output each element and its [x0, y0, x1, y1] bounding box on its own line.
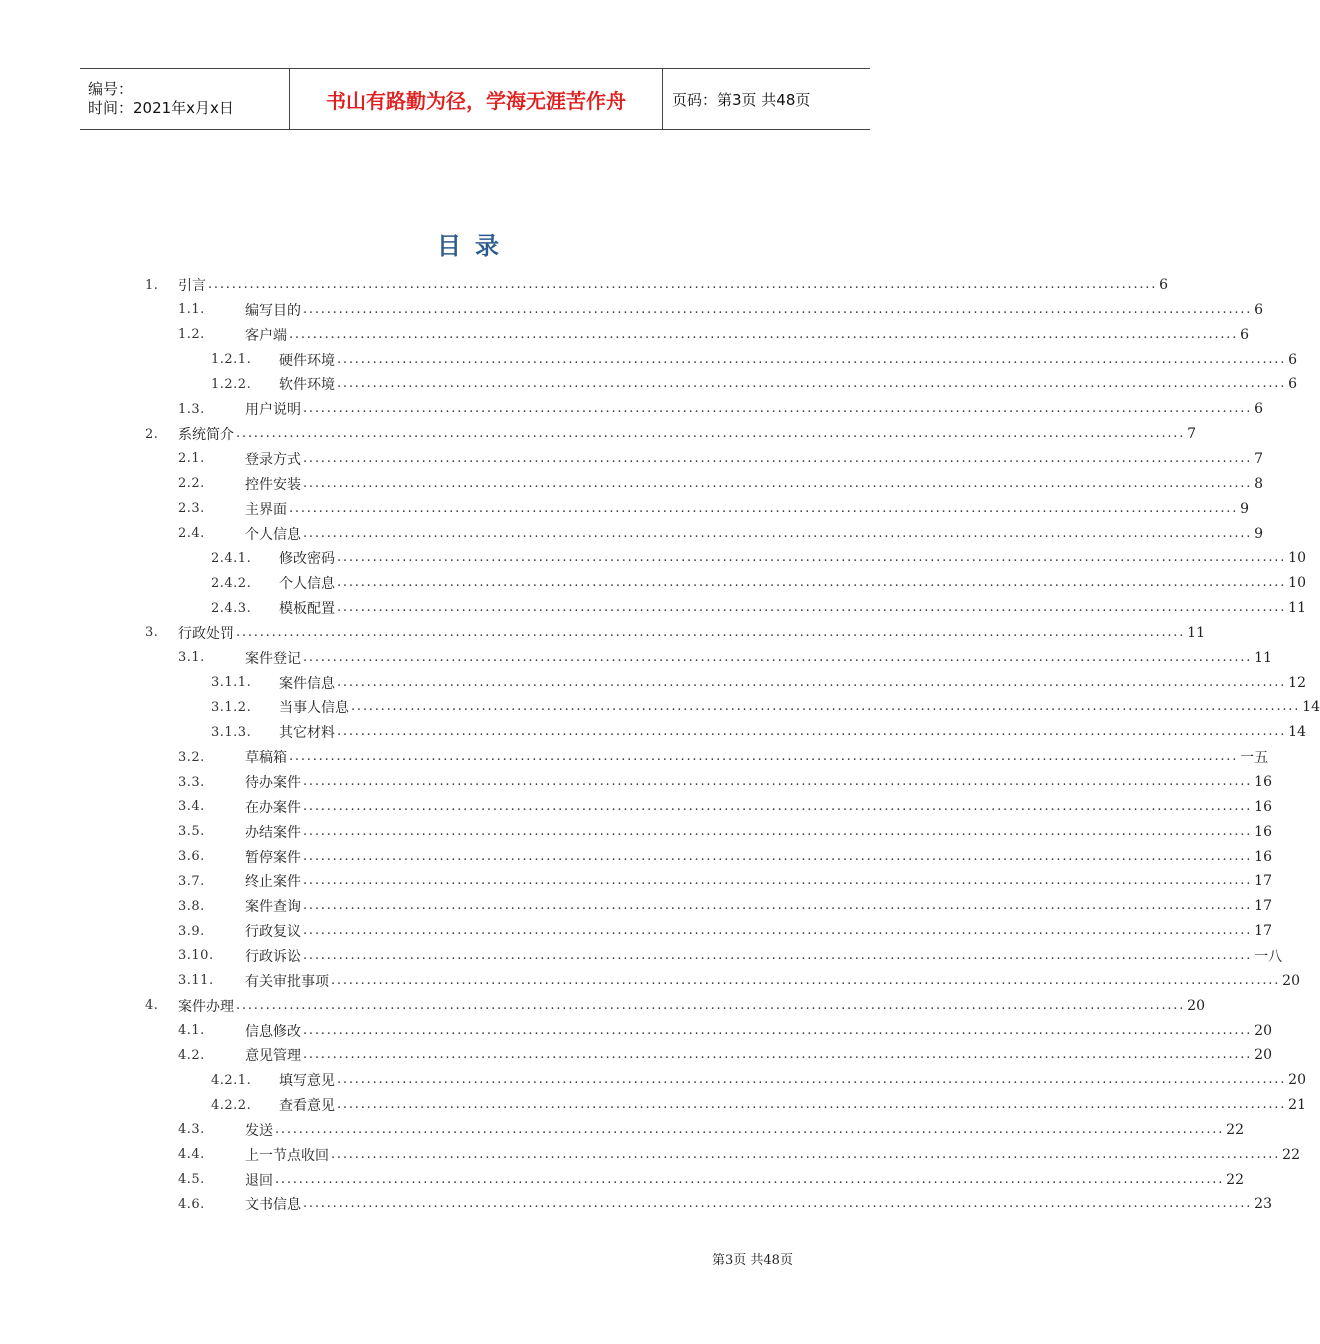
toc-dot-leader: ................................................................................................................................................................ — [303, 1047, 1253, 1063]
toc-entry-label: 引言 — [178, 278, 206, 294]
toc-entry-number: 1.3. — [178, 401, 205, 417]
toc-entry[interactable] — [211, 672, 1306, 694]
toc-dot-leader: ................................................................................................................................................................ — [337, 575, 1287, 591]
toc-entry-label: 主界面 — [245, 501, 287, 518]
toc-entry[interactable] — [178, 895, 1272, 917]
page-info-text: 页码：第3页 共48页 — [672, 90, 811, 109]
toc-entry-number: 3.5. — [178, 824, 205, 840]
toc-entry-page: 20 — [1288, 1072, 1306, 1089]
toc-entry[interactable] — [211, 721, 1306, 743]
toc-entry-label: 硬件环境 — [279, 352, 335, 369]
toc-entry[interactable] — [178, 1044, 1272, 1066]
toc-entry-page: 16 — [1254, 823, 1272, 840]
toc-entry-page: 16 — [1254, 774, 1272, 790]
toc-entry-page: 6 — [1254, 401, 1264, 418]
toc-entry-number: 2.3. — [178, 501, 205, 517]
toc-title: 目录 — [437, 232, 513, 260]
toc-dot-leader: ................................................................................................................................................................ — [337, 351, 1287, 367]
toc-dot-leader: ................................................................................................................................................................ — [303, 525, 1253, 541]
toc-entry-number: 3.1.1. — [211, 675, 252, 691]
toc-entry-label: 待办案件 — [245, 775, 301, 791]
toc-dot-leader: ................................................................................................................................................................ — [337, 1097, 1287, 1113]
toc-entry[interactable] — [178, 1193, 1272, 1215]
toc-entry-page: 11 — [1254, 649, 1272, 666]
toc-entry-label: 意见管理 — [245, 1048, 301, 1065]
toc-entry[interactable] — [178, 647, 1272, 669]
toc-entry[interactable] — [178, 920, 1272, 942]
toc-entry-page: 16 — [1254, 848, 1272, 865]
toc-entry[interactable] — [178, 324, 1250, 346]
toc-entry-page: 7 — [1254, 450, 1264, 467]
toc-entry[interactable] — [178, 821, 1272, 843]
toc-entry-page: 6 — [1288, 351, 1298, 368]
toc-entry-number: 2.4.2. — [211, 575, 252, 591]
toc-dot-leader: ................................................................................................................................................................ — [337, 550, 1287, 566]
toc-dot-leader: ................................................................................................................................................................ — [236, 997, 1186, 1013]
toc-entry-label: 行政诉讼 — [245, 948, 301, 965]
toc-entry[interactable] — [145, 622, 1205, 644]
toc-entry-page: 14 — [1288, 724, 1306, 741]
toc-entry-page: 20 — [1187, 997, 1205, 1014]
toc-dot-leader: ................................................................................................................................................................ — [303, 649, 1253, 665]
toc-entry-number: 4.2. — [178, 1047, 205, 1063]
toc-dot-leader: ................................................................................................................................................................ — [337, 1072, 1287, 1088]
toc-dot-leader: ................................................................................................................................................................ — [275, 1171, 1225, 1187]
toc-entry-label: 草稿箱 — [245, 750, 287, 767]
toc-entry-number: 1. — [145, 277, 159, 293]
toc-entry-number: 3.7. — [178, 873, 205, 889]
toc-entry-page: 23 — [1254, 1196, 1272, 1213]
toc-entry[interactable] — [178, 448, 1264, 470]
toc-entry-label: 系统简介 — [178, 427, 234, 444]
toc-entry[interactable] — [178, 970, 1300, 992]
serial-label: 编号： — [88, 80, 134, 98]
toc-entry-page: 20 — [1254, 1022, 1272, 1039]
toc-entry[interactable] — [211, 597, 1306, 619]
toc-dot-leader: ................................................................................................................................................................ — [303, 774, 1253, 789]
toc-entry-number: 4.6. — [178, 1196, 205, 1212]
toc-entry-label: 上一节点收回 — [245, 1147, 329, 1164]
toc-entry-page: 17 — [1254, 898, 1272, 915]
header-meta — [80, 69, 290, 129]
toc-entry-page: 17 — [1254, 873, 1272, 890]
toc-entry-page: 6 — [1254, 301, 1264, 318]
toc-dot-leader: ................................................................................................................................................................ — [303, 923, 1253, 939]
toc-dot-leader: ................................................................................................................................................................ — [303, 1022, 1253, 1038]
toc-entry[interactable] — [211, 349, 1298, 371]
toc-entry[interactable] — [145, 274, 1169, 296]
toc-dot-leader: ................................................................................................................................................................ — [303, 798, 1253, 814]
toc-entry-label: 个人信息 — [245, 526, 301, 543]
toc-dot-leader: ................................................................................................................................................................ — [303, 947, 1253, 963]
toc-entry-number: 1.2. — [178, 327, 205, 343]
toc-entry-label: 案件信息 — [279, 675, 335, 692]
toc-entry-page: 6 — [1159, 277, 1169, 293]
toc-dot-leader: ................................................................................................................................................................ — [337, 376, 1287, 392]
toc-entry-label: 发送 — [245, 1122, 273, 1139]
toc-entry-label: 暂停案件 — [245, 849, 301, 866]
toc-entry-label: 案件办理 — [178, 998, 234, 1015]
toc-entry-number: 2.4.3. — [211, 600, 252, 616]
toc-entry-number: 3.8. — [178, 898, 205, 914]
toc-dot-leader: ................................................................................................................................................................ — [303, 873, 1253, 889]
toc-dot-leader: ................................................................................................................................................................ — [303, 898, 1253, 914]
toc-entry[interactable] — [178, 473, 1264, 495]
toc-entry-page: 17 — [1254, 923, 1272, 940]
toc-entry-label: 个人信息 — [279, 576, 335, 593]
toc-entry[interactable] — [145, 423, 1197, 445]
toc-entry[interactable] — [178, 398, 1264, 420]
toc-dot-leader: ................................................................................................................................................................ — [303, 1196, 1253, 1212]
toc-entry-label: 终止案件 — [245, 874, 301, 891]
toc-dot-leader: ................................................................................................................................................................ — [331, 1146, 1281, 1162]
toc-entry-label: 有关审批事项 — [245, 973, 329, 990]
toc-entry[interactable] — [178, 796, 1272, 818]
toc-entry-number: 4. — [145, 998, 159, 1014]
toc-entry-page: 9 — [1240, 500, 1250, 517]
toc-entry-page: 9 — [1254, 525, 1264, 542]
toc-entry[interactable] — [145, 995, 1205, 1017]
toc-entry-number: 4.5. — [178, 1172, 205, 1188]
toc-entry-number: 3.1.2. — [211, 699, 252, 715]
toc-dot-leader: ................................................................................................................................................................ — [236, 624, 1186, 640]
toc-entry-number: 3. — [145, 625, 159, 641]
toc-entry-label: 退回 — [245, 1172, 273, 1189]
toc-entry-number: 3.1. — [178, 650, 205, 666]
toc-entry-number: 2. — [145, 426, 159, 442]
toc-entry-page: 14 — [1302, 699, 1320, 716]
toc-entry-page: 12 — [1288, 674, 1306, 691]
toc-entry[interactable] — [211, 572, 1306, 594]
toc-entry-number: 2.4.1. — [211, 550, 252, 566]
toc-entry-page: 20 — [1282, 972, 1300, 989]
toc-dot-leader: ................................................................................................................................................................ — [303, 848, 1253, 864]
toc-entry-number: 2.4. — [178, 526, 205, 541]
toc-entry-page: 22 — [1282, 1146, 1300, 1163]
toc-entry-label: 编写目的 — [245, 302, 301, 319]
toc-entry-label: 模板配置 — [279, 601, 335, 618]
toc-dot-leader: ................................................................................................................................................................ — [351, 699, 1301, 715]
toc-entry-page: 22 — [1226, 1121, 1244, 1138]
toc-entry-label: 修改密码 — [279, 551, 335, 568]
toc-entry-label: 当事人信息 — [279, 700, 349, 717]
toc-entry-number: 3.10. — [178, 948, 214, 964]
toc-dot-leader: ................................................................................................................................................................ — [289, 749, 1239, 765]
toc-dot-leader: ................................................................................................................................................................ — [303, 823, 1253, 839]
toc-entry-number: 1.1. — [178, 302, 205, 318]
toc-entry-page: 21 — [1288, 1097, 1306, 1114]
toc-dot-leader: ................................................................................................................................................................ — [303, 301, 1253, 317]
toc-entry-number: 4.2.2. — [211, 1097, 252, 1113]
toc-entry-label: 在办案件 — [245, 799, 301, 816]
toc-entry[interactable] — [178, 299, 1264, 321]
toc-entry-number: 3.3. — [178, 774, 205, 790]
toc-entry-page: 10 — [1288, 550, 1306, 567]
toc-entry-label: 客户端 — [245, 327, 287, 344]
toc-entry[interactable] — [178, 498, 1250, 520]
toc-entry-number: 3.6. — [178, 849, 205, 865]
toc-dot-leader: ................................................................................................................................................................ — [331, 972, 1281, 988]
toc-entry-label: 控件安装 — [245, 476, 301, 493]
header-motto — [290, 69, 663, 129]
toc-entry-label: 查看意见 — [279, 1098, 335, 1115]
motto-text: 书山有路勤为径，学海无涯苦作舟 — [326, 88, 626, 113]
toc-dot-leader: ................................................................................................................................................................ — [289, 326, 1239, 342]
toc-entry-number: 3.9. — [178, 923, 205, 939]
toc-entry-number: 1.2.2. — [211, 376, 252, 392]
toc-entry[interactable] — [178, 1144, 1300, 1166]
toc-entry[interactable] — [178, 1119, 1244, 1141]
toc-entry-label: 行政处罚 — [178, 625, 234, 642]
toc-dot-leader: ................................................................................................................................................................ — [208, 277, 1158, 292]
toc-entry-page: 一八 — [1254, 948, 1283, 965]
toc-dot-leader: ................................................................................................................................................................ — [337, 600, 1287, 616]
toc-entry-number: 3.1.3. — [211, 724, 252, 740]
toc-dot-leader: ................................................................................................................................................................ — [275, 1121, 1225, 1137]
toc-entry-page: 7 — [1187, 426, 1197, 443]
toc-entry-page: 一五 — [1240, 750, 1269, 767]
toc-entry[interactable] — [178, 523, 1264, 545]
toc-entry-number: 1.2.1. — [211, 352, 252, 368]
toc-entry-number: 2.1. — [178, 451, 205, 467]
toc-entry-label: 办结案件 — [245, 824, 301, 841]
toc-entry[interactable] — [178, 870, 1272, 892]
toc-entry-label: 行政复议 — [245, 924, 301, 941]
toc-entry-page: 6 — [1288, 376, 1298, 393]
toc-entry-number: 2.2. — [178, 476, 205, 492]
toc-entry[interactable] — [211, 1069, 1306, 1091]
toc-entry[interactable] — [211, 1094, 1306, 1116]
toc-entry-number: 4.4. — [178, 1147, 205, 1163]
header-page-info — [663, 69, 870, 129]
toc-entry[interactable] — [178, 846, 1272, 868]
toc-entry[interactable] — [178, 1020, 1272, 1042]
toc-entry-page: 20 — [1254, 1047, 1272, 1064]
date-label: 时间：2021年x月x日 — [88, 99, 234, 117]
toc-entry-label: 登录方式 — [245, 451, 301, 468]
toc-entry-label: 其它材料 — [279, 725, 335, 742]
toc-entry[interactable] — [178, 771, 1272, 793]
toc-entry-number: 3.2. — [178, 749, 205, 765]
toc-entry[interactable] — [211, 373, 1298, 395]
toc-entry-number: 4.3. — [178, 1122, 205, 1138]
toc-dot-leader: ................................................................................................................................................................ — [303, 450, 1253, 466]
toc-entry-label: 案件登记 — [245, 650, 301, 667]
toc-dot-leader: ................................................................................................................................................................ — [303, 401, 1253, 417]
toc-entry-page: 16 — [1254, 798, 1272, 815]
toc-entry-number: 4.1. — [178, 1023, 205, 1038]
toc-entry[interactable] — [211, 547, 1306, 569]
toc-dot-leader: ................................................................................................................................................................ — [236, 426, 1186, 442]
toc-dot-leader: ................................................................................................................................................................ — [303, 475, 1253, 491]
toc-entry-label: 填写意见 — [279, 1073, 335, 1090]
toc-dot-leader: ................................................................................................................................................................ — [337, 674, 1287, 690]
toc-entry[interactable] — [178, 746, 1269, 768]
page-footer: 第3页 共48页 — [712, 1253, 793, 1268]
toc-entry-page: 11 — [1187, 624, 1205, 641]
toc-entry-page: 6 — [1240, 326, 1250, 343]
toc-entry-number: 3.11. — [178, 973, 214, 989]
toc-entry-page: 10 — [1288, 575, 1306, 592]
toc-entry-number: 3.4. — [178, 799, 205, 815]
toc-dot-leader: ................................................................................................................................................................ — [289, 500, 1239, 516]
page-header — [80, 68, 870, 130]
toc-entry[interactable] — [178, 945, 1283, 967]
toc-entry[interactable] — [211, 696, 1320, 718]
toc-entry-page: 22 — [1226, 1171, 1244, 1188]
toc-entry-label: 信息修改 — [245, 1023, 301, 1040]
toc-entry-label: 软件环境 — [279, 377, 335, 394]
toc-entry-label: 文书信息 — [245, 1197, 301, 1214]
toc-dot-leader: ................................................................................................................................................................ — [337, 724, 1287, 740]
toc-entry-label: 案件查询 — [245, 899, 301, 916]
toc-entry-label: 用户说明 — [245, 402, 301, 419]
toc-entry-page: 8 — [1254, 475, 1264, 492]
toc-entry-page: 11 — [1288, 600, 1306, 617]
toc-entry-number: 4.2.1. — [211, 1072, 252, 1088]
toc-entry[interactable] — [178, 1169, 1244, 1191]
